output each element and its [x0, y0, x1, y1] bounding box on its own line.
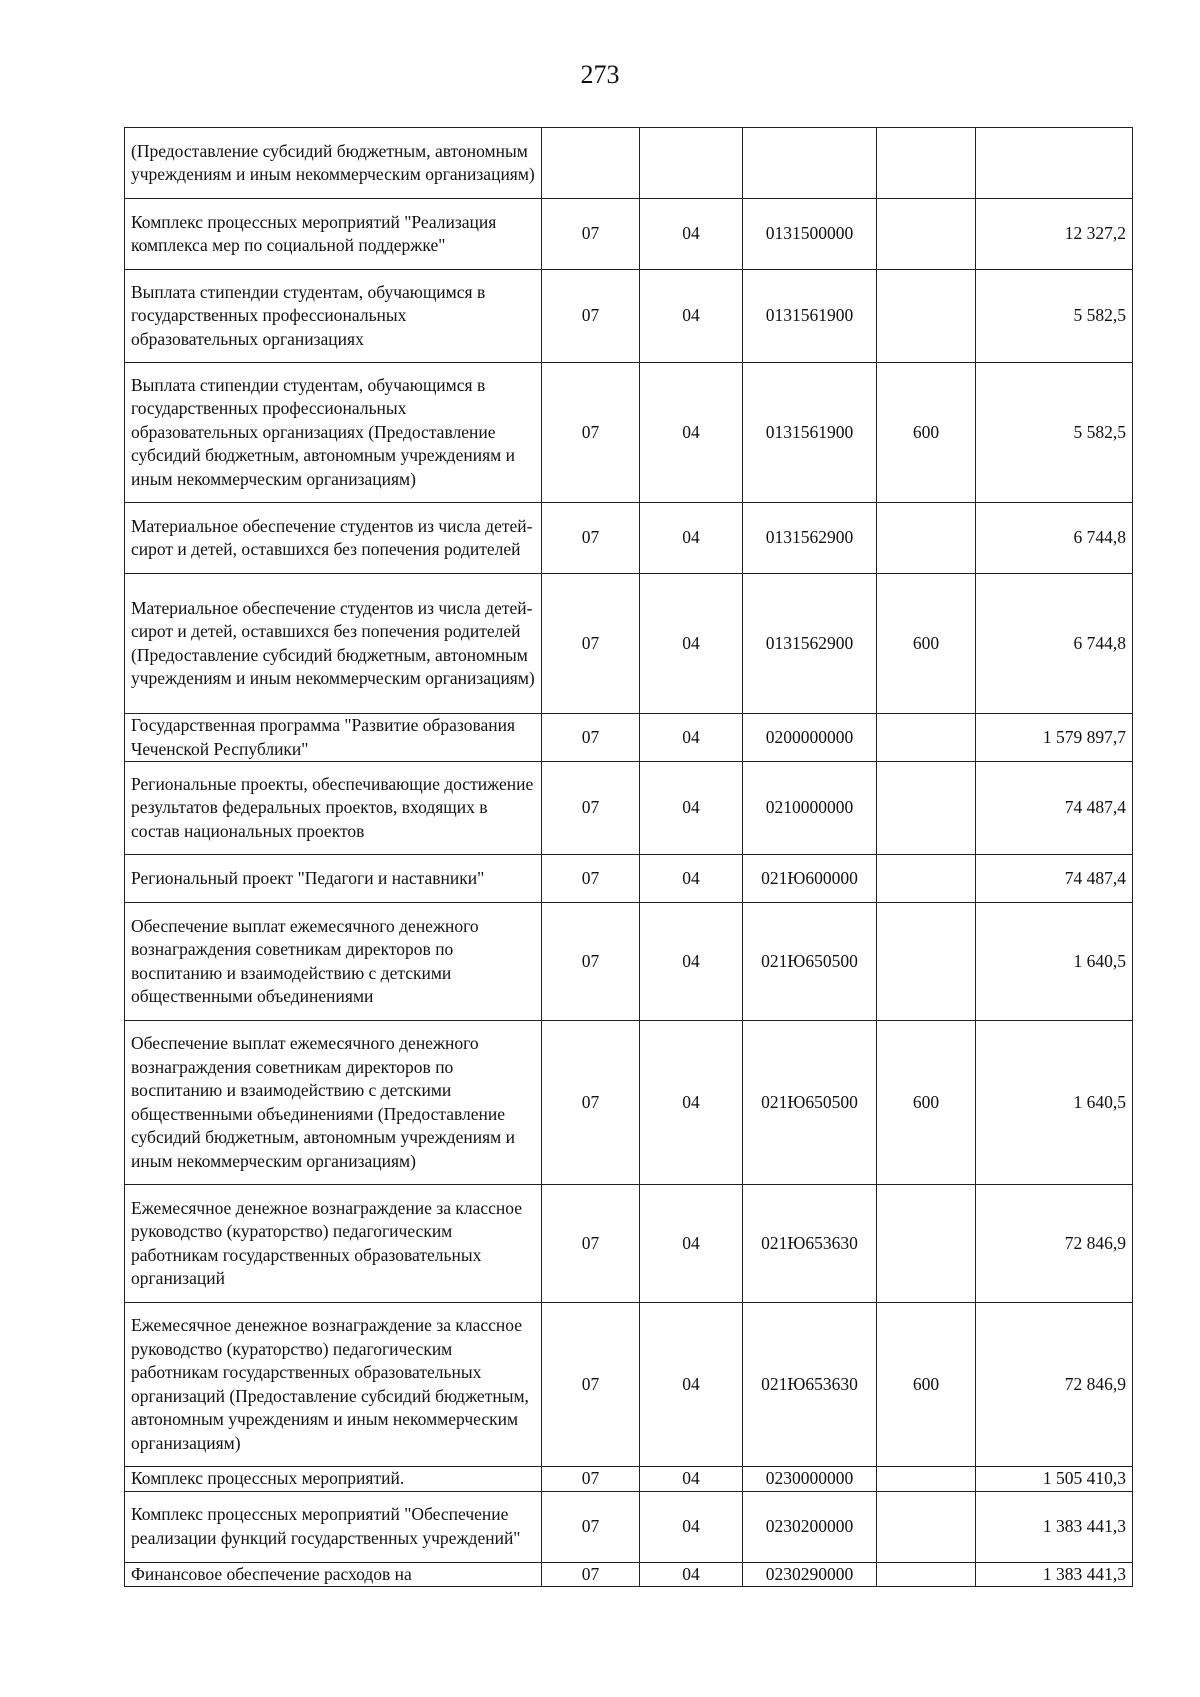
subsection-code-cell: 04 [640, 1467, 743, 1492]
target-article-code-cell: 0230200000 [743, 1491, 877, 1562]
amount-cell: 1 505 410,3 [976, 1467, 1133, 1492]
expense-type-code-cell [877, 199, 976, 270]
subsection-code-cell: 04 [640, 903, 743, 1021]
subsection-code-cell: 04 [640, 762, 743, 855]
amount-cell: 74 487,4 [976, 762, 1133, 855]
subsection-code-cell: 04 [640, 714, 743, 762]
table-row [125, 1562, 1133, 1587]
table-row [125, 1185, 1133, 1303]
expense-type-code-cell [877, 1562, 976, 1587]
target-article-code-cell: 021Ю653630 [743, 1185, 877, 1303]
amount-cell: 72 846,9 [976, 1185, 1133, 1303]
section-code-cell: 07 [542, 762, 640, 855]
section-code-cell: 07 [542, 270, 640, 363]
table-row [125, 270, 1133, 363]
expense-type-code-cell: 600 [877, 1021, 976, 1185]
section-code-cell: 07 [542, 1185, 640, 1303]
expense-type-code-cell: 600 [877, 1303, 976, 1467]
subsection-code-cell: 04 [640, 199, 743, 270]
row-name-cell: Комплекс процессных мероприятий. [125, 1467, 542, 1492]
subsection-code-cell: 04 [640, 270, 743, 363]
table-row [125, 1303, 1133, 1467]
target-article-code-cell: 0131500000 [743, 199, 877, 270]
row-name-cell: Материальное обеспечение студентов из числа детей-сирот и детей, оставшихся без попечения родителей (Предоставление субсидий бюджетным, автономным учреждениям и иным некоммерческим организациям) [125, 574, 542, 714]
table-row [125, 714, 1133, 762]
subsection-code-cell: 04 [640, 1021, 743, 1185]
expense-type-code-cell [877, 128, 976, 199]
row-name-cell: Обеспечение выплат ежемесячного денежного вознаграждения советникам директоров по воспитанию и взаимодействию с детскими общественными объединениями (Предоставление субсидий бюджетным, автономным учреждениям и иным некоммерческим организациям) [125, 1021, 542, 1185]
section-code-cell: 07 [542, 714, 640, 762]
subsection-code-cell: 04 [640, 574, 743, 714]
row-name-cell: Обеспечение выплат ежемесячного денежного вознаграждения советникам директоров по воспитанию и взаимодействию с детскими общественными объединениями [125, 903, 542, 1021]
target-article-code-cell: 021Ю650500 [743, 903, 877, 1021]
section-code-cell: 07 [542, 1021, 640, 1185]
amount-cell: 5 582,5 [976, 270, 1133, 363]
amount-cell: 1 383 441,3 [976, 1491, 1133, 1562]
amount-cell: 1 640,5 [976, 903, 1133, 1021]
amount-cell: 1 579 897,7 [976, 714, 1133, 762]
row-name-cell: Региональные проекты, обеспечивающие достижение результатов федеральных проектов, входящих в состав национальных проектов [125, 762, 542, 855]
row-name-cell: Комплекс процессных мероприятий "Обеспечение реализации функций государственных учреждений" [125, 1491, 542, 1562]
expense-type-code-cell: 600 [877, 574, 976, 714]
target-article-code-cell: 0210000000 [743, 762, 877, 855]
section-code-cell: 07 [542, 855, 640, 903]
row-name-cell: Выплата стипендии студентам, обучающимся в государственных профессиональных образовательных организациях (Предоставление субсидий бюджетным, автономным учреждениям и иным некоммерческим организациям) [125, 363, 542, 503]
amount-cell: 6 744,8 [976, 574, 1133, 714]
expense-type-code-cell [877, 903, 976, 1021]
section-code-cell [542, 128, 640, 199]
target-article-code-cell: 0200000000 [743, 714, 877, 762]
row-name-cell: Финансовое обеспечение расходов на [125, 1562, 542, 1587]
section-code-cell: 07 [542, 363, 640, 503]
target-article-code-cell: 021Ю600000 [743, 855, 877, 903]
amount-cell: 12 327,2 [976, 199, 1133, 270]
section-code-cell: 07 [542, 503, 640, 574]
budget-table-body [125, 128, 1133, 1587]
amount-cell: 72 846,9 [976, 1303, 1133, 1467]
table-row [125, 503, 1133, 574]
target-article-code-cell: 021Ю650500 [743, 1021, 877, 1185]
expense-type-code-cell [877, 503, 976, 574]
row-name-cell: Государственная программа "Развитие образования Чеченской Республики" [125, 714, 542, 762]
table-row [125, 1491, 1133, 1562]
section-code-cell: 07 [542, 1491, 640, 1562]
subsection-code-cell: 04 [640, 1491, 743, 1562]
section-code-cell: 07 [542, 903, 640, 1021]
row-name-cell: Выплата стипендии студентам, обучающимся в государственных профессиональных образовательных организациях [125, 270, 542, 363]
expense-type-code-cell [877, 762, 976, 855]
amount-cell [976, 128, 1133, 199]
expense-type-code-cell [877, 714, 976, 762]
amount-cell: 5 582,5 [976, 363, 1133, 503]
target-article-code-cell: 021Ю653630 [743, 1303, 877, 1467]
subsection-code-cell: 04 [640, 1562, 743, 1587]
target-article-code-cell: 0131561900 [743, 270, 877, 363]
amount-cell: 1 640,5 [976, 1021, 1133, 1185]
row-name-cell: Ежемесячное денежное вознаграждение за классное руководство (кураторство) педагогическим работникам государственных образовательных организаций (Предоставление субсидий бюджетным, автономным учреждениям и иным некоммерческим организациям) [125, 1303, 542, 1467]
section-code-cell: 07 [542, 199, 640, 270]
expense-type-code-cell: 600 [877, 363, 976, 503]
table-row [125, 1021, 1133, 1185]
subsection-code-cell: 04 [640, 855, 743, 903]
table-row [125, 903, 1133, 1021]
section-code-cell: 07 [542, 574, 640, 714]
row-name-cell: (Предоставление субсидий бюджетным, автономным учреждениям и иным некоммерческим организациям) [125, 128, 542, 199]
table-row [125, 855, 1133, 903]
subsection-code-cell: 04 [640, 1303, 743, 1467]
amount-cell: 6 744,8 [976, 503, 1133, 574]
table-row [125, 762, 1133, 855]
target-article-code-cell: 0230000000 [743, 1467, 877, 1492]
section-code-cell: 07 [542, 1303, 640, 1467]
table-row [125, 128, 1133, 199]
page-number: 273 [580, 60, 620, 89]
subsection-code-cell: 04 [640, 363, 743, 503]
row-name-cell: Комплекс процессных мероприятий "Реализация комплекса мер по социальной поддержке" [125, 199, 542, 270]
budget-table [124, 127, 1133, 1587]
table-row [125, 363, 1133, 503]
target-article-code-cell [743, 128, 877, 199]
expense-type-code-cell [877, 1491, 976, 1562]
row-name-cell: Материальное обеспечение студентов из числа детей-сирот и детей, оставшихся без попечения родителей [125, 503, 542, 574]
expense-type-code-cell [877, 1185, 976, 1303]
target-article-code-cell: 0131561900 [743, 363, 877, 503]
section-code-cell: 07 [542, 1467, 640, 1492]
expense-type-code-cell [877, 855, 976, 903]
row-name-cell: Ежемесячное денежное вознаграждение за классное руководство (кураторство) педагогическим работникам государственных образовательных организаций [125, 1185, 542, 1303]
target-article-code-cell: 0131562900 [743, 503, 877, 574]
table-row [125, 1467, 1133, 1492]
target-article-code-cell: 0131562900 [743, 574, 877, 714]
table-row [125, 199, 1133, 270]
expense-type-code-cell [877, 270, 976, 363]
row-name-cell: Региональный проект "Педагоги и наставники" [125, 855, 542, 903]
subsection-code-cell: 04 [640, 503, 743, 574]
subsection-code-cell: 04 [640, 1185, 743, 1303]
table-row [125, 574, 1133, 714]
amount-cell: 74 487,4 [976, 855, 1133, 903]
expense-type-code-cell [877, 1467, 976, 1492]
amount-cell: 1 383 441,3 [976, 1562, 1133, 1587]
subsection-code-cell [640, 128, 743, 199]
section-code-cell: 07 [542, 1562, 640, 1587]
target-article-code-cell: 0230290000 [743, 1562, 877, 1587]
